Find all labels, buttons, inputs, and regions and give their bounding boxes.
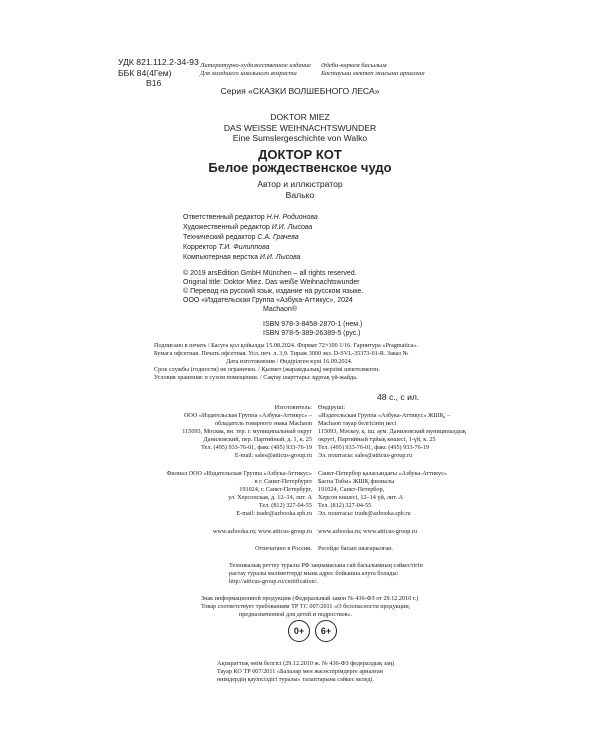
print-line: Дата изготовления / Өндірілген күні 16.09.2024.	[226, 358, 353, 365]
branch-line: ул. Херсонская, д. 12–14, лит. А	[228, 494, 312, 501]
info-line: Знак информационной продукции (Федеральный закон № 436-ФЗ от 29.12.2010 г.)	[201, 595, 419, 602]
branch-line: Санкт-Петербор қаласындағы «Азбука-Аттикус»	[318, 470, 447, 477]
credit-person: Н.Н. Родионова	[266, 214, 318, 221]
branch-ru	[104, 470, 312, 518]
rights-block	[183, 269, 363, 314]
author-role: Автор и иллюстратор	[257, 179, 343, 189]
literary-ru	[200, 62, 311, 78]
literary-kz-line: Әдеби-көркем басылым	[321, 62, 387, 69]
credit-person: Т.И. Филиппова	[218, 244, 270, 251]
credit-person: И.И. Лысова	[271, 224, 313, 231]
print-line: Подписано в печать / Басуға қол қойылды 15.08.2024. Формат 72×100 1/16. Гарнитура «Pragmatica».	[154, 342, 418, 349]
manufacturer-line: округі, Партийный тұйық көшесі, 1-үй, к. 25	[318, 436, 436, 443]
manufacturer-line: ООО «Издательская Группа «Азбука-Аттикус» –	[183, 412, 312, 419]
original-title-line: DOKTOR MIEZ	[270, 112, 330, 122]
manufacturer-line: Изготовитель:	[274, 404, 312, 411]
manufacturer-line: Machaon тауар белгісінің иесі	[318, 420, 397, 427]
manufacturer-line: Эл. поштасы: sales@atticus-group.ru	[318, 452, 413, 459]
rights-line: © Перевод на русский язык, издание на русском языке.	[183, 288, 364, 295]
tech-line: Техникалық реттеу туралы РФ заңнамасына сай басылымның сәйкестігін	[229, 562, 423, 569]
credit-row	[183, 213, 443, 223]
author-block	[0, 179, 600, 200]
tech-line: http://atticus-group.ru/certification/.	[229, 578, 319, 585]
info-line: Товар соответствует требованиям ТР ТС 007/2011 «О безопасности продукции,	[201, 603, 411, 610]
credit-person: С.А. Грачева	[257, 234, 299, 241]
print-info	[154, 342, 418, 382]
author-name: Валько	[285, 189, 315, 200]
literary-kz-line: Бастауыш мектеп жасына арналған	[321, 70, 425, 78]
kz-info-line: өнімдердің қауіпсіздігі туралы» талаптарына сәйкес келеді.	[217, 676, 374, 683]
print-line: Условия хранения: в сухом помещении. / Сақтау шарттары: құрғақ үй-жайда.	[154, 374, 358, 381]
imprint-line: Machaon®	[263, 306, 297, 313]
manufacturer-line: обладатель товарного знака Machaon	[214, 420, 312, 427]
original-subtitle: Eine Sumslergeschichte von Walko	[232, 133, 368, 143]
branch-line: Тел. (812) 327-04-55	[318, 502, 372, 509]
isbn-line: ISBN 978-3-8458-2870-1 (нем.)	[263, 321, 363, 328]
credit-role: Компьютерная верстка	[183, 254, 258, 261]
literary-kz	[321, 62, 425, 78]
manufacturer-line: Тел. (495) 933-76-01, факс (495) 933-76-19	[201, 444, 312, 451]
print-line: Срок службы (годности) не ограничен. / Қызмет (жарамдылық) мерзімі шектелмеген.	[154, 366, 380, 373]
book-subtitle: Белое рождественское чудо	[208, 160, 392, 175]
branch-line: Тел. (812) 327-04-55	[258, 502, 312, 509]
isbn-block	[263, 320, 362, 338]
credit-row	[183, 253, 443, 263]
udk-line: УДК 821.112.2-34-93	[118, 57, 199, 67]
credit-person: И.И. Лысова	[259, 254, 301, 261]
branch-line: E-mail: trade@azbooka.spb.ru	[236, 510, 312, 517]
original-title-line: DAS WEISSE WEIHNACHTSWUNDER	[223, 122, 377, 133]
website-kz: www.azbooka.ru; www.atticus-group.ru	[318, 528, 418, 535]
credit-row	[183, 233, 443, 243]
isbn-line: ISBN 978-5-389-26389-5 (рус.)	[263, 330, 361, 337]
original-title	[0, 112, 600, 144]
literary-ru-line: Для младшего школьного возраста	[200, 70, 297, 78]
series-title: Серия «СКАЗКИ ВОЛШЕБНОГО ЛЕСА»	[220, 86, 380, 96]
branch-line: Баспа Тобы» ЖШҚ филиалы	[318, 478, 395, 485]
credits	[183, 213, 443, 263]
credit-row	[183, 223, 443, 233]
printed-in-kz: Ресейде басып шығарылған.	[318, 545, 393, 552]
author-code: В16	[146, 78, 162, 88]
branch-line: 191024, Санкт-Петербор,	[318, 486, 385, 493]
rights-line: © 2019 arsEdition GmbH München – all rights reserved.	[183, 270, 357, 277]
kz-info-block	[217, 660, 394, 684]
manufacturer-line: E-mail: sales@atticus-group.ru	[234, 452, 312, 459]
printed-in-ru: Отпечатано в России.	[255, 545, 312, 552]
tech-regulation	[229, 562, 423, 586]
manufacturer-ru	[134, 404, 312, 460]
branch-line: 191024, г. Санкт-Петербург,	[239, 486, 312, 493]
info-line: предназначенной для детей и подростков».	[239, 611, 353, 618]
manufacturer-line: 115093, Москва, вн. тер. г. муниципальный округ	[182, 428, 312, 435]
age-recommendation-badge: 6+	[315, 620, 337, 642]
rights-line: ООО «Издательская Группа «Азбука-Аттикус», 2024	[183, 297, 353, 304]
manufacturer-line: Тел. (495) 933-76-01, факс (495) 933-76-19	[318, 444, 429, 451]
literary-ru-line: Литературно-художественное издание	[200, 62, 311, 69]
udk-block	[118, 57, 199, 89]
manufacturer-line: «Издательская Группа «Азбука-Аттикус» ЖШҚ, –	[318, 412, 451, 419]
bbk-line: ББК 84(4Гем)	[118, 67, 172, 78]
branch-line: Херсон көшесі, 12–14 үй, лит. А	[318, 494, 404, 501]
branch-kz	[318, 470, 447, 518]
manufacturer-line: 115093, Мәскеу, қ. іш. аум. Даниловский муниципалдық	[318, 428, 466, 435]
kz-info-line: Тауар КО ТР 007/2011 «Балалар мен жасөспірімдерге арналған	[217, 668, 383, 675]
rights-line: Original title: Doktor Miez. Das weiße Weihnachtswunder	[183, 279, 360, 286]
age-rating-badge: 0+	[288, 620, 310, 642]
credit-role: Художественный редактор	[183, 224, 270, 231]
branch-line: в г. Санкт-Петербурге	[254, 478, 312, 485]
book-title: ДОКТОР КОТ	[258, 147, 342, 162]
credit-row	[183, 243, 443, 253]
manufacturer-line: Даниловский, пер. Партийный, д. 1, к. 25	[203, 436, 312, 443]
manufacturer-line: Өндіруші:	[318, 404, 345, 411]
branch-line: Эл. поштасы: trade@azbooka.spb.ru	[318, 510, 411, 517]
page-count: 48 с., с ил.	[377, 392, 420, 402]
kz-info-line: Ақпараттық өнім белгісі (29.12.2010 ж. № 436-ФЗ федералдық заң)	[217, 660, 395, 667]
credit-role: Корректор	[183, 244, 217, 251]
credit-role: Ответственный редактор	[183, 214, 265, 221]
print-line: Бумага офсетная. Печать офсетная. Усл. печ. л. 3,9. Тираж 3000 экз. D-SVL-35373-01-R. Заказ №	[154, 350, 409, 357]
info-product	[201, 595, 418, 619]
manufacturer-kz	[318, 404, 466, 460]
website-ru: www.azbooka.ru; www.atticus-group.ru	[212, 528, 312, 535]
credit-role: Технический редактор	[183, 234, 256, 241]
tech-line: растау туралы мәліметтерді мына адрес бойынша алуға болады:	[229, 570, 399, 577]
branch-line: Филиал ООО «Издательская Группа «Азбука-Аттикус»	[166, 470, 312, 477]
